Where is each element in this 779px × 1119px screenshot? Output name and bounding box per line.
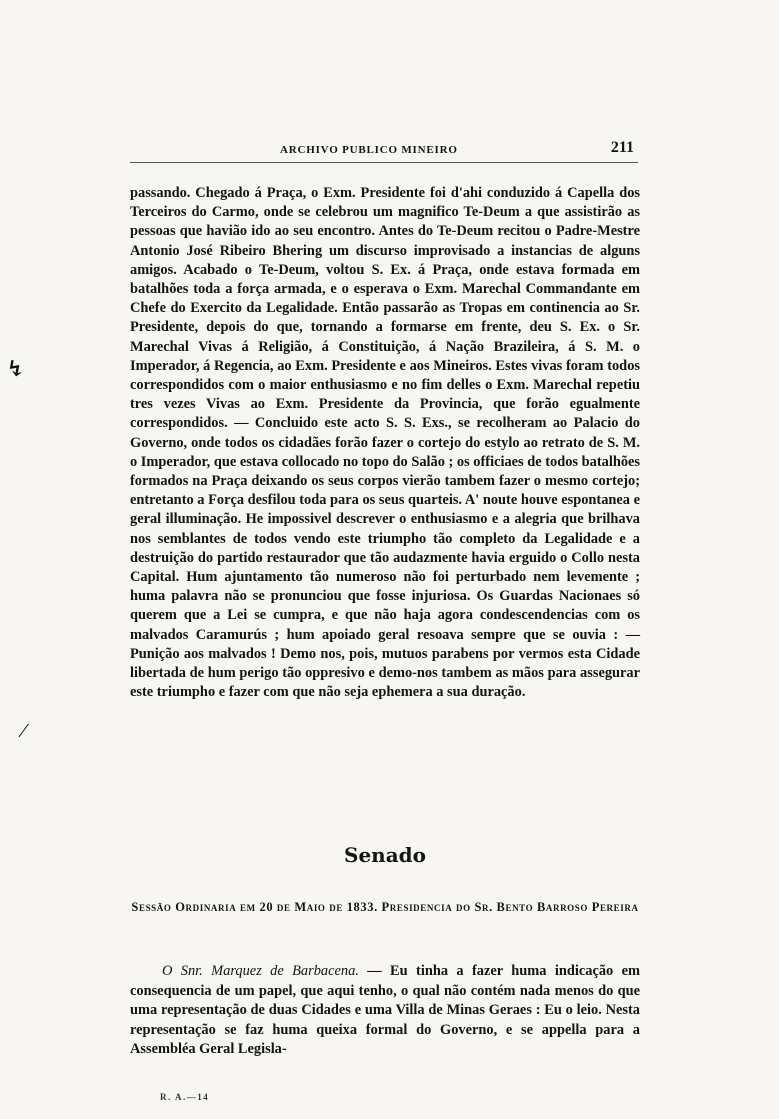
speaker-name: O Snr. Marquez de Barbacena.	[162, 963, 359, 979]
body-paragraph: passando. Chegado á Praça, o Exm. Presidente foi d'ahi conduzido á Capella dos Terceiros do Carmo, onde se celebrou um magnifico Te-Deum a que assistirão as pessoas que havião ido ao seu encontro. Antes do Te-Deum recitou o Padre-Mestre Antonio José Ribeiro Bhering um discurso improvisado a instancias de alguns amigos. Acabado o Te-Deum, voltou S. Ex. á Praça, onde estava formada em batalhões toda a força armada, e o esperava o Exm. Marechal Commandante em Chefe do Exercito da Legalidade. Então passarão as Tropas em continencia ao Sr. Presidente, depois do que, tornando a formarse em frente, deu S. Ex. o Sr. Marechal Vivas á Religião, á Constituição, á Nação Brazileira, á S. M. o Imperador, á Regencia, ao Exm. Presidente e aos Mineiros. Estes vivas foram todos correspondidos com o maior enthusiasmo e no fim delles o Exm. Marechal repetiu tres vezes Vivas ao Exm. Presidente da Provincia, que forão egualmente correspondidos. — Concluido este acto S. S. Exs., se recolheram ao Palacio do Governo, onde todos os cidadães forão fazer o cortejo do estylo ao retrato de S. M. o Imperador, que estava collocado no topo do Salão ; os officiaes de todos batalhões formados na Praça deixando os seus corpos vierão tambem fazer o mesmo cortejo; entretanto a Força desfilou toda para os seus quarteis. A' noute houve espontanea e geral illuminação. He impossivel descrever o enthusiasmo e a alegria que brilhava nos semblantes de todos vendo este triumpho tão completo da Legalidade e a destruição do partido restaurador que tão audazmente havia erguido o Collo nesta Capital. Hum ajuntamento tão numeroso não foi perturbado nem levemente ; huma palavra não se pronunciou que fosse injuriosa. Os Guardas Nacionaes só querem que a Lei se cumpra, e que não haja agora condescendencias com os malvados Caramurús ; hum apoiado geral resoava sempre que se ouvia : — Punição aos malvados ! Demo nos, pois, mutuos parabens por vermos esta Cidade libertada de hum perigo tão oppresivo e demo-nos tambem as mãos para assegurar este triumpho e fazer com que não seja ephemera a sua duração.	[130, 185, 640, 701]
running-title: ARCHIVO PUBLICO MINEIRO	[280, 144, 458, 156]
speech-paragraph	[130, 962, 640, 1060]
speech-text: — Eu tinha a fazer huma indicação em consequencia de um papel, que aqui tenho, o qual não contém nada menos do que uma representação de duas Cidades e uma Villa de Minas Geraes : Eu o leio. Nesta representação se faz huma queixa formal do Governo, e se appella para a Assembléa Geral Legisla-	[130, 963, 640, 1058]
running-header	[130, 138, 638, 163]
footer-signature: R. A.—14	[160, 1092, 210, 1102]
page-number: 211	[610, 139, 634, 156]
margin-annotation-mark: ↯	[6, 356, 25, 381]
section-title: Senado	[344, 843, 426, 867]
session-heading: Sessão Ordinaria em 20 de Maio de 1833. Presidencia do Sr. Bento Barroso Pereira	[131, 900, 639, 914]
margin-annotation-mark: ⁄	[22, 720, 26, 742]
